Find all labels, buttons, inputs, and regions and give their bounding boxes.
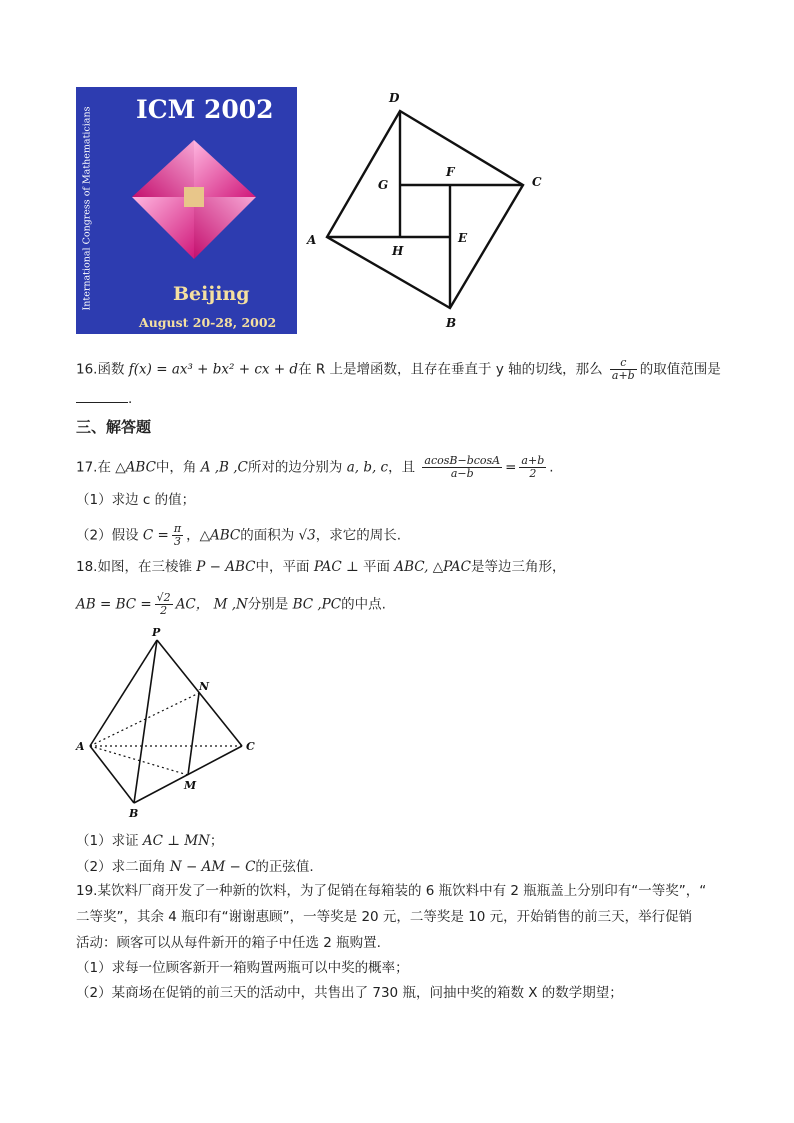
q17-t3: 所对的边分别为: [247, 459, 343, 476]
q18-p2-a: （2）求二面角: [76, 859, 166, 875]
q18-p1-a: （1）求证: [76, 833, 139, 849]
q18-t1: 如图，在三棱锥: [97, 559, 192, 575]
question-19-part2: （2）某商场在促销的前三天的活动中，共售出了 730 瓶，问抽中奖的箱数 X 的数学期望；: [76, 985, 623, 1001]
pyr-label-p: P: [152, 626, 161, 639]
q17-equals: =: [505, 459, 517, 476]
q17-frac2-num: a+b: [521, 454, 545, 467]
segment-mn: [188, 693, 199, 775]
q17-p2-c: C =: [142, 527, 169, 544]
label-c: C: [532, 175, 542, 189]
q17-p2-b: ，: [186, 527, 200, 544]
question-19-part1: （1）求每一位顾客新开一箱购置两瓶可以中奖的概率；: [76, 960, 409, 976]
q18-l2-a: AB = BC =: [76, 596, 152, 613]
q18-plane-pac: PAC ⊥: [313, 559, 359, 575]
question-17-line1: [76, 455, 554, 480]
q17-triangle: △ABC: [115, 459, 156, 476]
logo-city: Beijing: [173, 283, 250, 305]
question-16-line1: [76, 357, 721, 382]
q16-suffix: 的取值范围是: [639, 361, 721, 378]
pyr-label-n: N: [199, 680, 210, 693]
q16-answer-blank: [76, 388, 128, 403]
question-18-part2: [76, 857, 314, 877]
section-heading: 三、解答题: [76, 418, 152, 436]
q18-t4: 是等边三角形，: [471, 559, 566, 575]
q17-fraction-right: [519, 455, 546, 480]
q17-p2-fraction: [172, 523, 183, 548]
figure-pyramid: [70, 622, 270, 822]
q17-fraction-left: [422, 455, 502, 480]
q18-triangle: △PAC: [432, 559, 471, 575]
q16-mid: 在 R 上是增函数，且存在垂直于 y 轴的切线，那么: [298, 361, 603, 378]
q18-p1-math: AC ⊥ MN: [142, 833, 210, 849]
q17-frac-den: a−b: [450, 467, 474, 480]
q16-frac-num: c: [610, 357, 637, 370]
q17-p2-frac-den: 3: [173, 535, 181, 548]
q17-t4: ，且: [388, 459, 416, 476]
q18-t2: 中，平面: [255, 559, 310, 575]
logo-side-text: International Congress of Mathematicians: [81, 106, 93, 311]
label-g: G: [378, 178, 389, 192]
q18-p2-math: N − AM − C: [169, 859, 256, 875]
question-19-line3: 活动：顾客可以从每件新开的箱子中任选 2 瓶购置.: [76, 935, 381, 951]
q18-number: 18.: [76, 559, 98, 575]
q18-l2-fraction: [155, 592, 173, 617]
q18-p2-b: 的正弦值.: [255, 859, 314, 875]
q17-p2-frac-num: π: [173, 522, 182, 535]
q16-fraction: [610, 357, 637, 382]
figure-square: [300, 85, 550, 335]
q16-number: 16.: [76, 361, 98, 378]
q16-function: f(x) = ax³ + bx² + cx + d: [128, 361, 299, 378]
q18-plane-abc: ABC,: [394, 559, 429, 575]
label-b: B: [446, 316, 457, 330]
q16-prefix: 函数: [97, 361, 125, 378]
question-18-part1: [76, 831, 223, 851]
q17-frac-num: acosB−bcosA: [424, 454, 501, 467]
q18-l2-bcpc: BC ,PC: [292, 596, 342, 613]
icm-logo: [76, 87, 297, 334]
q18-p1-b: ；: [209, 833, 224, 849]
pyr-label-a: A: [76, 740, 85, 753]
q17-p2-root: √3: [298, 527, 316, 544]
question-19-line2: 二等奖”，其余 4 瓶印有“谢谢惠顾”，一等奖是 20 元，二等奖是 10 元，开始销售的前三天，举行促销: [76, 909, 693, 925]
pyr-label-b: B: [129, 807, 139, 820]
q18-l2-mn: M ,N: [213, 596, 248, 613]
q17-frac2-den: 2: [529, 467, 537, 480]
pyr-label-m: M: [184, 779, 197, 792]
q17-sides: a, b, c: [346, 459, 389, 476]
label-a: A: [307, 233, 317, 247]
question-18-line1: [76, 557, 566, 577]
label-f: F: [446, 165, 455, 179]
q18-l2-frac-den: 2: [160, 604, 168, 617]
question-17-part2: [76, 523, 401, 548]
q18-t3: 平面: [363, 559, 391, 575]
logo-dates: August 20-28, 2002: [139, 315, 277, 330]
q18-pyramid: P − ABC: [196, 559, 256, 575]
q17-p2-triangle: △ABC: [199, 527, 241, 544]
q16-end: .: [128, 391, 133, 407]
outer-square: [327, 111, 523, 308]
q17-angles: A ,B ,C: [200, 459, 248, 476]
q16-frac-den: a+b: [611, 369, 635, 382]
question-16-line2: [76, 388, 132, 409]
q18-l2-b: AC，: [175, 596, 210, 613]
edge-pb: [134, 640, 157, 803]
q17-end: .: [549, 459, 554, 476]
figure-square-svg: [300, 85, 550, 335]
label-h: H: [392, 244, 404, 258]
q17-p2-e: ，求它的周长.: [315, 527, 401, 544]
edge-ab: [90, 746, 134, 803]
logo-title: ICM 2002: [136, 95, 274, 124]
q17-t1: 在: [97, 459, 111, 476]
q17-p2-a: （2）假设: [76, 527, 139, 544]
q17-number: 17.: [76, 459, 98, 476]
q17-p2-d: 的面积为: [240, 527, 295, 544]
q18-l2-c: 分别是: [247, 596, 289, 613]
pyr-label-c: C: [246, 740, 255, 753]
question-17-part1: （1）求边 c 的值；: [76, 492, 196, 508]
figure-pyramid-svg: [70, 622, 270, 822]
edge-pa: [90, 640, 157, 746]
label-e: E: [458, 231, 468, 245]
q18-l2-d: 的中点.: [341, 596, 386, 613]
question-19-line1: 19.某饮料厂商开发了一种新的饮料，为了促销在每箱装的 6 瓶饮料中有 2 瓶瓶盖上分别印有“一等奖”，“: [76, 883, 707, 899]
q17-t2: 中，角: [155, 459, 197, 476]
q18-l2-frac-num: √2: [156, 591, 171, 604]
question-18-line2: [76, 592, 386, 617]
label-d: D: [389, 91, 400, 105]
edge-pc: [157, 640, 242, 746]
